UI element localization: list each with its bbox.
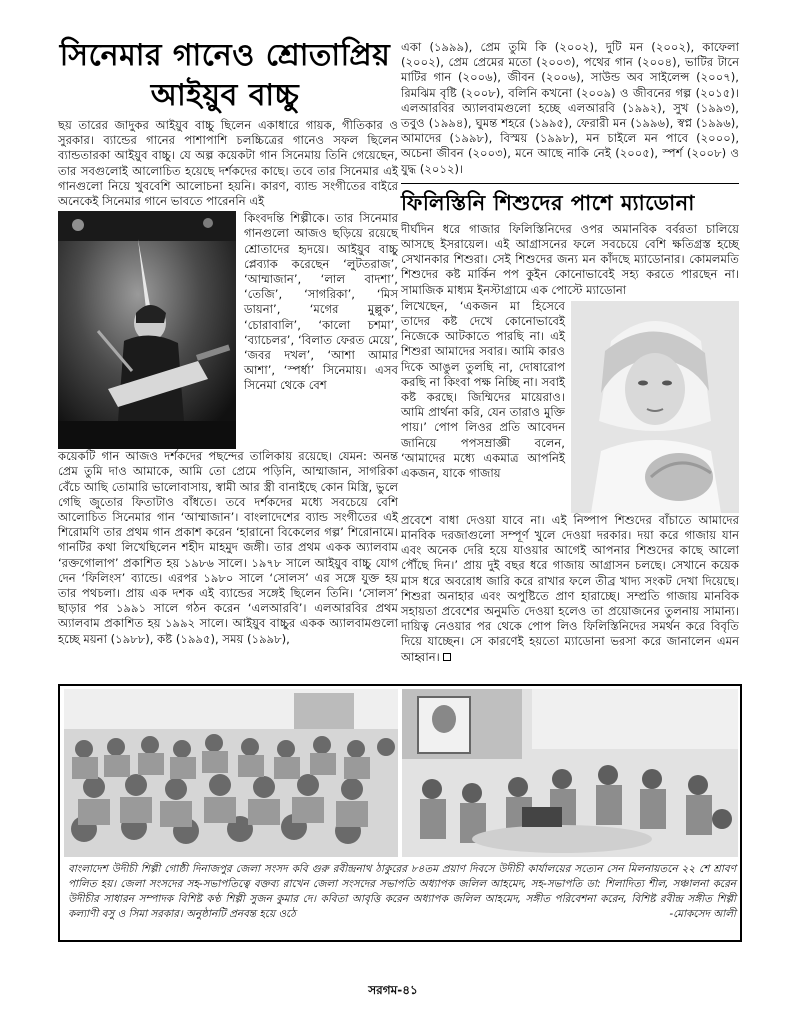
article2-paragraph-intro: দীর্ঘদিন ধরে গাজার ফিলিস্তিনিদের ওপর অমানবিক বর্বরতা চালিয়ে আসছে ইসরায়েল। এই আগ্রাসনের ফলে সবচেয়ে বেশি ক্ষতিগ্রস্ত হচ্ছে সেখানকার শিশুরা। সেই শিশুদের জন্য মন কাঁদছে ম্যাডোনার। কোমলমতি শিশুদের কষ্ট মার্কিন পপ কুইন কোনোভাবেই সহ্য করতে পারছেন না। সামাজিক মাধ্যম ইনস্টাগ্রামে এক পোস্টে ম্যাডোনা [401,221,739,297]
article1-paragraph-intro: ছয় তারের জাদুকর আইয়ুব বাচ্চু ছিলেন একাধারে গায়ক, গীতিকার ও সুরকার। ব্যান্ডের গানের পাশাপাশি চলচ্চিত্রের গানেও সফল ছিলেন ব্যান্ডতারকা আইয়ুব বাচ্চু। যে অল্প কয়েকটা গান সিনেমায় তিনি গেয়েছেন, তার সবগুলোই আলোচিত হয়েছে দর্শকদের কাছে। তবে তার সিনেমার এই গানগুলো নিয়ে খুববেশি আলোচনা হয়নি। কারণ, ব্যান্ড সংগীতের বাইরে অনেকেই সিনেমার গানে ভাবতে পারেননি এই [58,118,398,209]
end-of-article-mark [443,653,451,661]
article1-paragraph-continued: একা (১৯৯৯), প্রেম তুমি কি (২০০২), দুটি মন (২০০২), কাফেলা (২০০২), প্রেম প্রেমের মতো (২০০৩), পথের গান (২০০৪), ভাটির টানে মাটির গান (২০০৬), জীবন (২০০৬), সাউন্ড অব সাইলেন্স (২০০৭), রিমঝিম বৃষ্টি (২০০৮), বলিনি কখনো (২০০৯) ও জীবনের গল্প (২০১৫)। এলআরবির অ্যালবামগুলো হচ্ছে এলআরবি (১৯৯২), সুখ (১৯৯৩), তবুও (১৯৯৪), ঘুমন্ত শহরে (১৯৯৫), ফেরারী মন (১৯৯৬), স্বপ্ন (১৯৯৬), আমাদের (১৯৯৮), বিস্ময় (১৯৯৮), মন চাইলে মন পাবে (২০০০), অচেনা জীবন (২০০৩), মনে আছে নাকি নেই (২০০৫), স্পর্শ (২০০৮) ও যুদ্ধ (২০১২)। [401,40,739,176]
article2-paragraph-main [401,513,739,665]
page-number: সরগম-৪১ [368,983,418,997]
article1-headline [50,36,400,116]
event-caption-text: বাংলাদেশ উদীচী শিল্পী গোষ্ঠী দিনাজপুর জেলা সংসদ কবি গুরু রবীন্দ্রনাথ ঠাকুরের ৮৪তম প্রয়াণ দিবসে উদীচী কার্যালয়ের সত্যেন সেন মিলনায়তনে ২২ শে শ্রাবণ পালিত হয়। জেলা সংসদের সহ-সভাপতিত্বে বক্তব্য রাখেন জেলা সংসদের সভাপতি অধ্যাপক জলিল আহমেদ, সহ-সভাপতি ডা: শিলাদিত্য শীল, সঞ্চালনা করেন উদীচীর সাধারন সম্পাদক বিশিষ্ট কণ্ঠ শিল্পী সুজন কুমার দে। কবিতা আবৃত্তি করেন অধ্যাপক জলিল আহমেদ, সঙ্গীত পরিবেশনা করেন, বিশিষ্ট রবীন্দ্র সঙ্গীত শিল্পী কল্যাণী বসু ও সিমা সরকার। অনুষ্ঠানটি প্রনবন্ত হয়ে ওঠে [68,863,736,920]
article1-paragraph-float: কিংবদন্তি শিল্পীকে। তার সিনেমার গানগুলো আজও ছড়িয়ে রয়েছে শ্রোতাদের হৃদয়ে। আইয়ুব বাচ্চু প্লেব্যাক করেছেন ‘লুটতরাজ’, ‘আম্মাজান’, ‘লাল বাদশা’, ‘তেজি’, ‘সাগরিকা’, ‘মিস ডায়না’, ‘মগের মুল্লুক’, ‘চোরাবালি’, ‘কালো চশমা’, ‘ব্যাচেলর’, ‘বিলাত ফেরত মেয়ে’, ‘জবর দখল’, ‘আশা আমার আশা’, ‘স্পর্ধা’ সিনেমায়। এসব সিনেমা থেকে বেশ [244,211,398,393]
concert-photo [58,211,236,449]
article2-paragraph-main-text: প্রবেশে বাধা দেওয়া যাবে না। এই নিষ্পাপ শিশুদের বাঁচাতে আমাদের মানবিক দরজাগুলো সম্পূর্ণ খুলে দেওয়া দরকার। দয়া করে গাজায় যান এবং অনেক দেরি হয়ে যাওয়ার আগেই আপনার শিশুদের কাছে আলো পৌঁছে দিন।’ প্রায় দুই বছর ধরে গাজায় আগ্রাসন চলছে। সেখানে কয়েক মাস ধরে অবরোধ জারি করে রাখার ফলে তীব্র খাদ্য সংকট দেখা দিয়েছে। শিশুরা অনাহার এবং অপুষ্টিতে প্রাণ হারাচ্ছে। সম্প্রতি গাজায় মানবিক সহায়তা প্রবেশের অনুমতি দেওয়া হলেও তা প্রয়োজনের তুলনায় সামান্য। দায়িত্ব নেওয়ার পর থেকে পোপ লিও ফিলিস্তিনিদের সমর্থন করে বিবৃতি দিয়ে যাচ্ছেন। সে কারণেই হয়তো ম্যাডোনা ভরসা করে জানালেন এমন আহ্বান। [401,512,739,664]
article1-headline-line2: আইয়ুব বাচ্চু [150,78,300,113]
photo-credit: -মোকসেদ আলী [669,908,736,920]
article2-paragraph-float: লিখেছেন, ‘একজন মা হিসেবে তাদের কষ্ট দেখে কোনোভাবেই নিজেকে আটকাতে পারছি না। এই শিশুরা আমাদের সবার। আমি কারও দিকে আঙুল তুলছি না, দোষারোপ করছি না কিংবা পক্ষ নিচ্ছি না। সবাই কষ্ট করছে। জিম্মিদের মায়েরাও। আমি প্রার্থনা করি, যেন তারাও মুক্তি পায়।’ পোপ লিওর প্রতি আবেদন জানিয়ে পপসম্রাজ্ঞী বলেন, ‘আমাদের মধ্যে একমাত্র আপনিই একজন, যাকে গাজায় [401,298,565,481]
event-photo-panel [58,684,742,942]
event-photo-performers [402,689,738,857]
event-photo-caption [68,862,736,922]
article2-photo-block [401,299,739,513]
article1-photo-block [58,211,398,449]
article2-headline: ফিলিস্তিনি শিশুদের পাশে ম্যাডোনা [401,183,739,216]
concert-photo-illustration [58,211,236,449]
event-photo-audience [64,689,398,857]
article1-paragraph-main: কয়েকটি গান আজও দর্শকদের পছন্দের তালিকায় রয়েছে। যেমন: অনন্ত প্রেম তুমি দাও আমাকে, আমি তো প্রেমে পড়িনি, আম্মাজান, সাগরিকা বেঁচে আছি তোমারি ভালোবাসায়, স্বামী আর স্ত্রী বানাইছে কোন মিস্ত্রি, ভুলে গেছি জুতোর ফিতাটাও বাঁধতে। তবে দর্শকদের মধ্যে সবচেয়ে বেশি আলোচিত সিনেমার গান ‘আম্মাজান’। বাংলাদেশের ব্যান্ড সংগীতের এই শিরোমণি তার প্রথম গান প্রকাশ করেন ‘হারানো বিকেলের গল্প’ শিরোনামে। গানটির কথা লিখেছিলেন শহীদ মাহমুদ জঙ্গী। তার প্রথম একক অ্যালবাম ‘রক্তগোলাপ’ প্রকাশিত হয় ১৯৮৬ সালে। ১৯৭৮ সালে আইয়ুব বাচ্চু যোগ দেন ‘ফিলিংস’ ব্যান্ডে। এরপর ১৯৮০ সালে ‘সোলস’ এর সঙ্গে যুক্ত হয় তার পথচলা। প্রায় এক দশক এই ব্যান্ডের সঙ্গেই ছিলেন তিনি। ‘সোলস’ ছাড়ার পর ১৯৯১ সালে গঠন করেন ‘এলআরবি’। এলআরবির প্রথম অ্যালবাম প্রকাশিত হয় ১৯৯২ সালে। আইয়ুব বাচ্চুর একক অ্যালবামগুলো হচ্ছে ময়না (১৯৮৮), কষ্ট (১৯৯৫), সময় (১৯৯৮), [58,449,398,646]
audience-photo-illustration [64,689,398,857]
article1-left-column [58,118,398,648]
right-column [401,40,739,666]
madonna-photo [571,301,739,513]
performers-photo-illustration [402,689,738,857]
article1-headline-line1: সিনেমার গানেও শ্রোতাপ্রিয় [59,38,391,73]
madonna-photo-illustration [571,301,739,513]
